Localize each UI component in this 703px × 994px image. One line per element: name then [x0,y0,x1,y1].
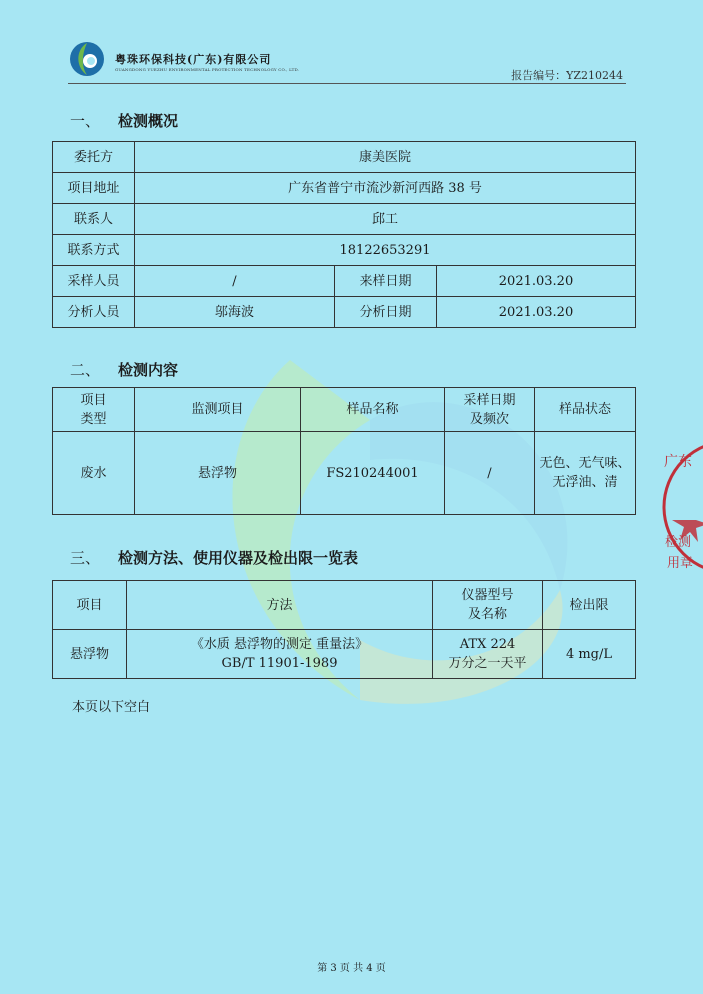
phone-value: 18122653291 [135,235,636,266]
table-row [53,266,636,297]
table-cell: 《水质 悬浮物的测定 重量法》 GB/T 11901-1989 [127,630,433,679]
header-divider [68,83,626,84]
table-row [53,297,636,328]
header-cell: 采样日期 及频次 [445,388,535,432]
report-number: 报告编号：YZ210244 [511,69,623,82]
section2-title: 检测内容 [118,361,179,379]
company-name-en: GUANGDONG YUEZHU ENVIRONMENTAL PROTECTION TECHNOLOGY CO., LTD. [115,67,300,72]
table-row [53,630,636,679]
blank-page-note: 本页以下空白 [72,700,151,715]
sampler-label: 采样人员 [53,266,135,297]
client-value: 康美医院 [135,142,636,173]
table-row [53,173,636,204]
sampler-value: / [135,266,335,297]
header-cell: 监测项目 [135,388,301,432]
table-cell: 无色、无气味、 无浮油、清 [535,432,636,515]
table-row [53,432,636,515]
section1-number: 一、 [70,112,101,130]
page-footer: 第 3 页 共 4 页 [317,963,386,974]
analysis-date-value: 2021.03.20 [437,297,636,328]
section3-number: 三、 [70,549,101,567]
section2-heading [70,359,178,380]
stamp-text: 用章 [667,556,694,571]
table-cell: FS210244001 [301,432,445,515]
section3-title: 检测方法、使用仪器及检出限一览表 [118,549,359,567]
contact-value: 邱工 [135,204,636,235]
table-cell: ATX 224 万分之一天平 [433,630,543,679]
table-header-row [53,581,636,630]
header-cell: 检出限 [543,581,636,630]
header-cell: 项目 类型 [53,388,135,432]
table-cell: 悬浮物 [135,432,301,515]
table-cell: 废水 [53,432,135,515]
table-cell: 悬浮物 [53,630,127,679]
table-header-row [53,388,636,432]
sample-date-label: 来样日期 [335,266,437,297]
table-cell: 4 mg/L [543,630,636,679]
section2-number: 二、 [70,361,101,379]
company-name-cn: 粤珠环保科技(广东)有限公司 [115,53,272,66]
address-value: 广东省普宁市流沙新河西路 38 号 [135,173,636,204]
client-label: 委托方 [53,142,135,173]
header-cell: 样品状态 [535,388,636,432]
address-label: 项目地址 [53,173,135,204]
table-row [53,142,636,173]
sample-date-value: 2021.03.20 [437,266,636,297]
analyst-value: 邬海波 [135,297,335,328]
table-cell: / [445,432,535,515]
table-row [53,235,636,266]
header-cell: 项目 [53,581,127,630]
table-row [53,204,636,235]
header-cell: 方法 [127,581,433,630]
stamp-text: 检测 [665,535,692,550]
header-cell: 样品名称 [301,388,445,432]
company-logo-icon [68,40,106,78]
section3-heading [70,547,358,568]
analyst-label: 分析人员 [53,297,135,328]
analysis-date-label: 分析日期 [335,297,437,328]
header-cell: 仪器型号 及名称 [433,581,543,630]
contact-label: 联系人 [53,204,135,235]
section1-title: 检测概况 [118,112,179,130]
phone-label: 联系方式 [53,235,135,266]
svg-text:广东: 广东 [664,454,692,470]
method-table [52,580,636,679]
section1-heading [70,110,178,131]
content-table [52,387,636,515]
overview-table [52,141,636,328]
